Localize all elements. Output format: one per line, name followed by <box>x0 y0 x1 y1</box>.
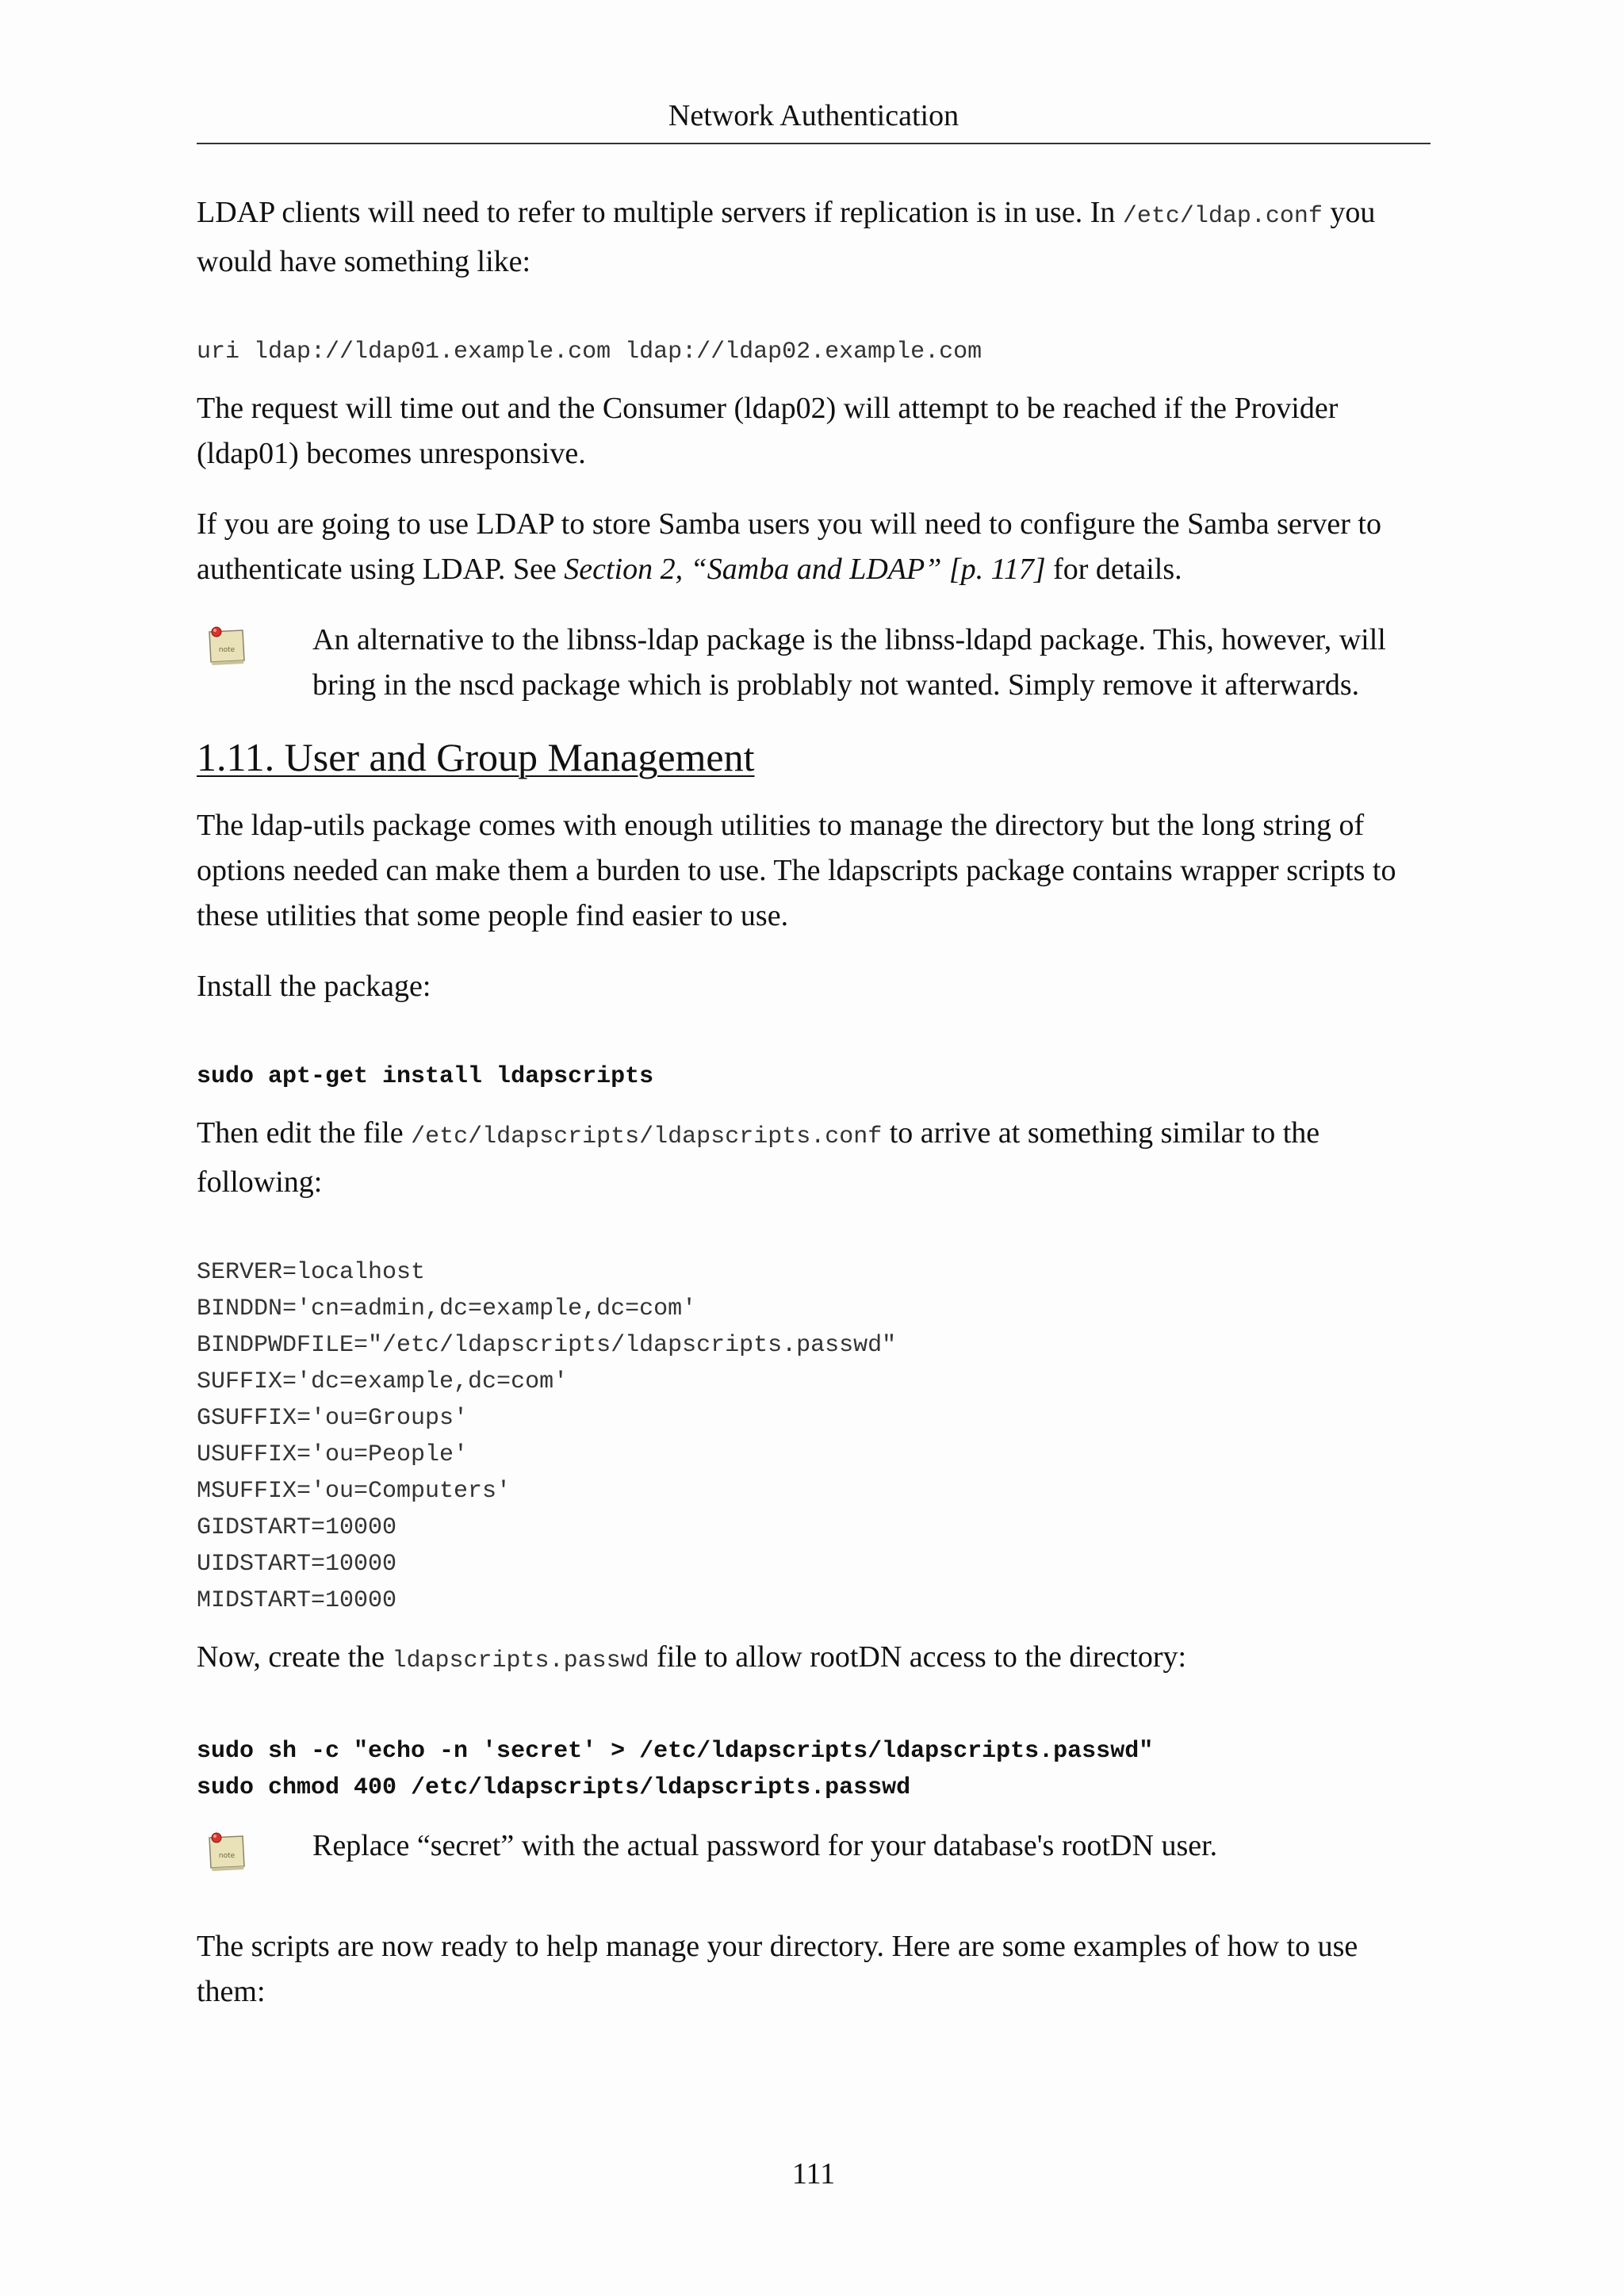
code-block-install: sudo apt-get install ldapscripts <box>197 1063 654 1090</box>
note-icon-label: note <box>218 1852 236 1860</box>
inline-code-passwd-file: ldapscripts.passwd <box>392 1647 649 1674</box>
paragraph-samba <box>197 502 1431 592</box>
code-block-config: SERVER=localhost BINDDN='cn=admin,dc=example,dc=com' BINDPWDFILE="/etc/ldapscripts/ldapscripts.passwd" SUFFIX='dc=example,dc=com' GSUFFIX='ou=Groups' USUFFIX='ou=People' MSUFFIX='ou=Computers' GIDSTART=10000 UIDSTART=10000 MIDSTART=10000 <box>197 1259 897 1614</box>
inline-code-ldapscripts-conf: /etc/ldapscripts/ldapscripts.conf <box>411 1123 883 1150</box>
note-alternative-package <box>197 618 1431 708</box>
paragraph-text: Then edit the file <box>197 1116 412 1150</box>
paragraph-text: for details. <box>1045 553 1182 586</box>
paragraph-scripts-ready: The scripts are now ready to help manage your directory. Here are some examples of how to use them: <box>197 1930 1358 2008</box>
note-icon <box>205 1828 249 1873</box>
paragraph-text: to arrive at something similar to the following: <box>197 1116 1320 1199</box>
section-heading: 1.11. User and Group Management <box>197 735 755 779</box>
note-icon <box>205 622 249 667</box>
paragraph-replication <box>197 190 1431 285</box>
note-text: An alternative to the libnss-ldap package is the libnss-ldapd package. This, however, will bring in the nscd package which is problably not wanted. Simply remove it afterwards. <box>312 623 1386 702</box>
paragraph-edit-conf <box>197 1111 1431 1205</box>
paragraph-text: you would have something like: <box>197 196 1376 278</box>
note-replace-secret <box>197 1823 1431 1869</box>
code-block-uri: uri ldap://ldap01.example.com ldap://ldap02.example.com <box>197 339 982 365</box>
paragraph-text: file to allow rootDN access to the directory: <box>649 1640 1187 1674</box>
header-rule <box>197 143 1431 144</box>
paragraph-text: LDAP clients will need to refer to multiple servers if replication is in use. In <box>197 196 1123 229</box>
paragraph-text: If you are going to use LDAP to store Samba users you will need to configure the Samba server to authenticate using LDAP. See <box>197 507 1381 586</box>
running-header: Network Authentication <box>668 99 959 132</box>
page-content <box>197 190 1431 2015</box>
inline-code-ldap-conf: /etc/ldap.conf <box>1122 203 1323 230</box>
cross-reference-link[interactable]: Section 2, “Samba and LDAP” [p. 117] <box>564 553 1046 586</box>
code-block-passwd-commands: sudo sh -c "echo -n 'secret' > /etc/ldapscripts/ldapscripts.passwd" sudo chmod 400 /etc/ldapscripts/ldapscripts.passwd <box>197 1738 1154 1801</box>
paragraph-create-passwd <box>197 1635 1431 1684</box>
paragraph-text: Now, create the <box>197 1640 393 1674</box>
note-text: Replace “secret” with the actual password for your database's rootDN user. <box>312 1829 1218 1862</box>
page-number: 111 <box>791 2157 836 2191</box>
note-icon-label: note <box>218 646 236 654</box>
paragraph-ldap-utils: The ldap-utils package comes with enough utilities to manage the directory but the long string of options needed can make them a burden to use. The ldapscripts package contains wrapper scripts to these utilities that some people find easier to use. <box>197 809 1396 932</box>
paragraph-install: Install the package: <box>197 970 431 1003</box>
paragraph-timeout: The request will time out and the Consumer (ldap02) will attempt to be reached if the Provider (ldap01) becomes unresponsive. <box>197 392 1339 470</box>
